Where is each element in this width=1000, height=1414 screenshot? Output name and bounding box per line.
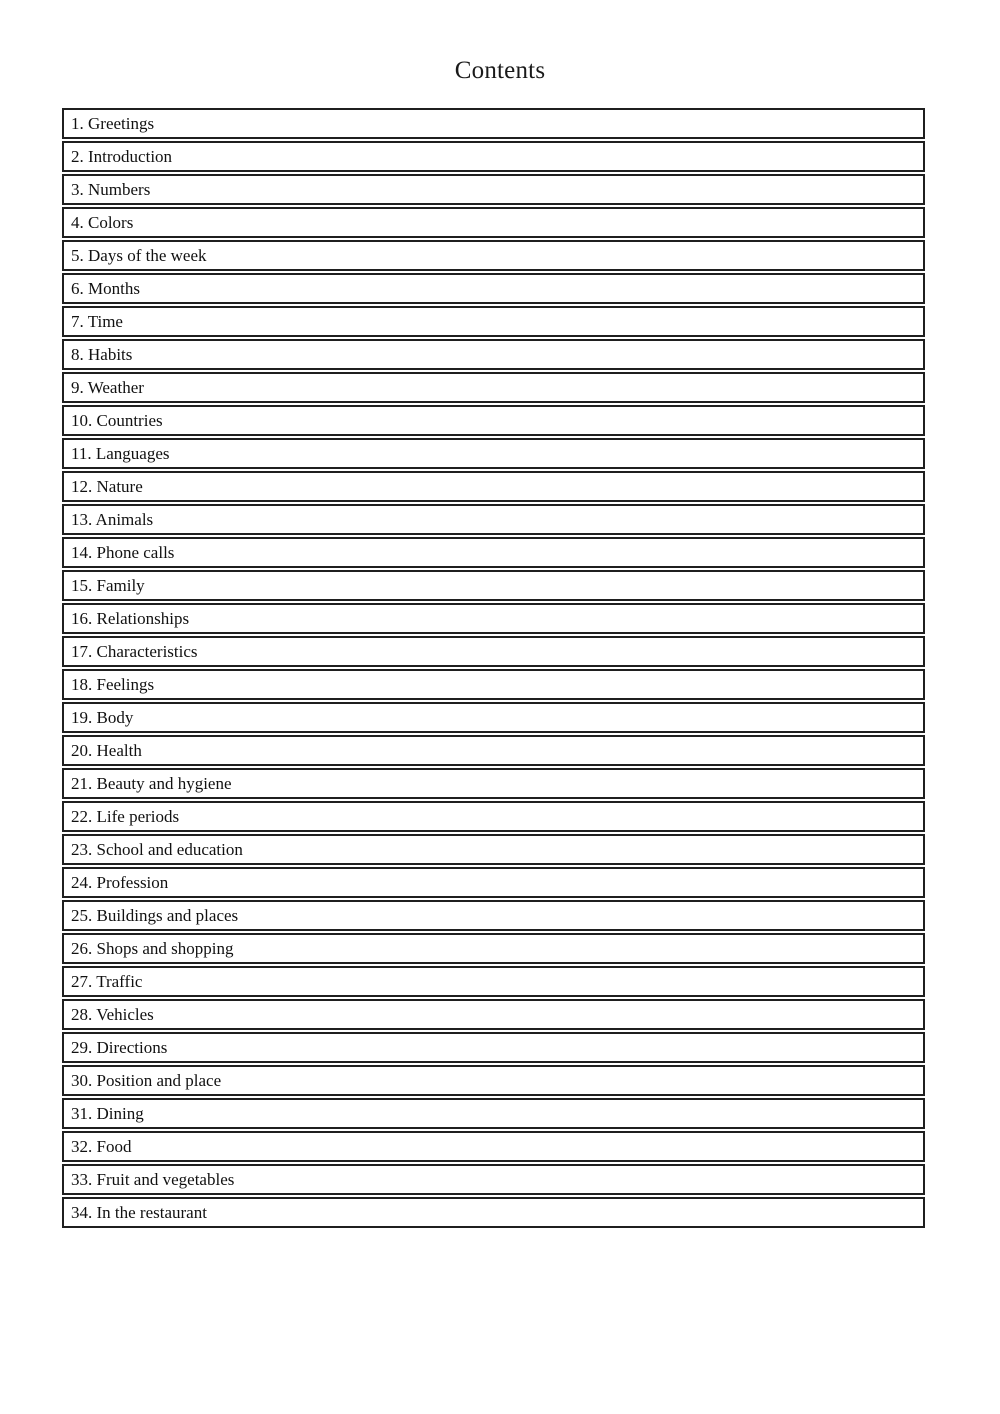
toc-row [62,372,925,403]
toc-row [62,108,925,139]
toc-row [62,1164,925,1195]
toc-row-label: 26. Shops and shopping [71,938,234,958]
toc-row [62,636,925,667]
toc-row-label: 15. Family [71,575,145,595]
toc-row [62,504,925,535]
toc-row [62,1197,925,1228]
toc-row [62,1098,925,1129]
toc-row [62,999,925,1030]
toc-row-label: 29. Directions [71,1037,168,1057]
toc-row [62,702,925,733]
toc-row [62,537,925,568]
toc-row [62,669,925,700]
toc-row-label: 20. Health [71,740,142,760]
toc-row [62,1032,925,1063]
toc-row [62,207,925,238]
toc-row-label: 33. Fruit and vegetables [71,1169,235,1189]
toc-row-label: 32. Food [71,1136,132,1156]
toc-row-label: 19. Body [71,707,134,727]
toc-row-label: 22. Life periods [71,806,180,826]
toc-row-label: 21. Beauty and hygiene [71,773,232,793]
toc-row-label: 4. Colors [71,212,134,232]
toc-row-label: 31. Dining [71,1103,144,1123]
toc-row-label: 14. Phone calls [71,542,175,562]
toc-row-label: 16. Relationships [71,608,190,628]
toc-row-label: 2. Introduction [71,146,173,166]
toc-row-label: 10. Countries [71,410,163,430]
toc-row [62,867,925,898]
toc-row [62,933,925,964]
toc-row [62,966,925,997]
toc-row [62,570,925,601]
toc-row [62,471,925,502]
toc-row-label: 18. Feelings [71,674,155,694]
toc-row-label: 24. Profession [71,872,169,892]
toc-row [62,339,925,370]
toc-row-label: 12. Nature [71,476,143,496]
toc-row [62,768,925,799]
toc-row [62,174,925,205]
toc-row [62,1065,925,1096]
toc-row-label: 25. Buildings and places [71,905,239,925]
toc-row-label: 13. Animals [71,509,154,529]
toc-row-label: 28. Vehicles [71,1004,154,1024]
toc-row-label: 5. Days of the week [71,245,207,265]
toc-row [62,141,925,172]
toc-row-label: 3. Numbers [71,179,151,199]
toc-row-label: 34. In the restaurant [71,1202,207,1222]
toc-row-label: 23. School and education [71,839,243,859]
toc-row-label: 27. Traffic [71,971,143,991]
toc-row-label: 17. Characteristics [71,641,198,661]
toc-row-label: 30. Position and place [71,1070,222,1090]
toc-row [62,603,925,634]
toc-row-label: 9. Weather [71,377,144,397]
toc-row [62,405,925,436]
toc-row [62,801,925,832]
toc-row [62,240,925,271]
toc-row [62,273,925,304]
toc-row [62,735,925,766]
toc-row-label: 1. Greetings [71,113,155,133]
toc-row-label: 8. Habits [71,344,133,364]
toc-row [62,1131,925,1162]
toc-row [62,306,925,337]
toc-row [62,438,925,469]
contents-table [62,108,925,1230]
toc-row [62,900,925,931]
toc-row-label: 11. Languages [71,443,170,463]
toc-row-label: 7. Time [71,311,123,331]
page-title: Contents [454,57,546,84]
toc-row [62,834,925,865]
toc-row-label: 6. Months [71,278,140,298]
